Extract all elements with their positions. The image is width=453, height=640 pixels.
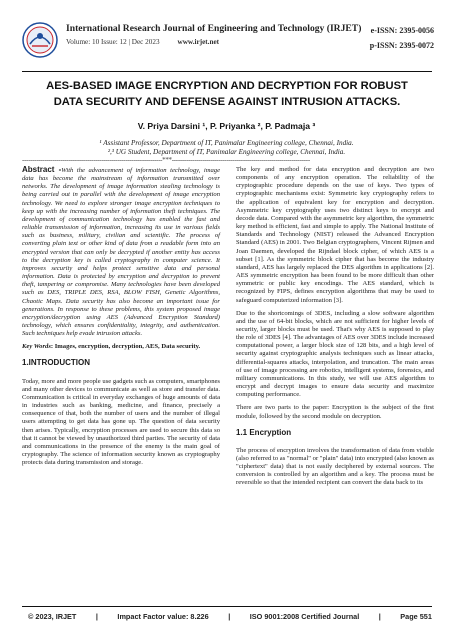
keywords-label: Key Words [22, 343, 51, 351]
affiliation-2: ²,³ UG Student, Department of IT, Panimalar Engineering college, Chennai, India. [107, 148, 346, 156]
journal-title: International Research Journal of Engineering and Technology (IRJET) [66, 23, 362, 34]
eissn: e-ISSN: 2395-0056 [370, 26, 434, 35]
affiliation-1: ¹ Assistant Professor, Department of IT, Panimalar Engineering college, Chennai, India. [99, 139, 354, 147]
keywords [22, 343, 220, 351]
paragraph-keys: The key and method for data encryption and decryption are two components of any encryption operation. The reliability of the cryptographic procedure depends on the use of keys. Two types of cryptographic mechanisms exist: Symmetric key cryptography refers to the application of equivalent key for encryption and decryption. Asymmetric key cryptography uses two distinct keys to encrypt and decode data. Compared with the asymmetric key algorithm, the symmetric key method is efficient, fast and simple to apply. The National Institute of Standards and Technology (NIST) released the Advanced Encryption Standard (AES) in 2001. Two Belgian cryptographers, Vincent Rijmen and Joan Daemen, developed the Rijndael block cipher, of which AES is a subset [1]. As the symmetric block cipher that has become the industry standard, AES has largely replaced the DES algorithm in applications [2]. AES symmetric encryption has been found to be more difficult than other symmetric or public key encodings. The AES standard, which is recognized by FIPS, defines encryption algorithms that may be used to safeguard computerized information [3]. [236, 166, 434, 304]
intro-paragraph: Today, more and more people use gadgets such as computers, smartphones and many other devices to communicate as well as store and transfer data. Communication is critical in everyday exchanges of huge amounts of data in industries such as banking, medicine, and finance, precisely a consequence of that, both the number of users and the number of illegal users attempting to get data has gone up. The question of data security then arises. Typically, encryption processes are used to secure this data so that it cannot be viewed by unauthorized third parties. The security of data and communications in the presence of the enemy is the main goal of cryptography. The science of information security known as cryptography protects data during transmission and storage. [22, 377, 220, 467]
footer-iso: ISO 9001:2008 Certified Journal [249, 612, 360, 621]
right-column [236, 166, 434, 493]
abstract [22, 166, 220, 338]
footer-sep-2: | [228, 612, 231, 621]
keywords-text: : Images, encryption, decryption, AES, Data security. [50, 343, 201, 351]
page-footer [28, 612, 432, 621]
intro-heading: 1.INTRODUCTION [22, 358, 90, 368]
footer-rule [22, 606, 432, 607]
left-column [22, 166, 220, 472]
paragraph-modules: There are two parts to the paper: Encryption is the subject of the first module, followed by the second module on decryption. [236, 404, 434, 420]
footer-impact: Impact Factor value: 8.226 [117, 612, 209, 621]
footer-sep-1: | [95, 612, 98, 621]
volume-issue: Volume: 10 Issue: 12 | Dec 2023 [66, 38, 160, 46]
issn-block [370, 23, 434, 53]
article-authors: V. Priya Darsini ¹, P. Priyanka ², P. Padmaja ³ [137, 121, 316, 131]
footer-copyright: © 2023, IRJET [28, 612, 77, 621]
abstract-text: With the advancement of information technology, image data has become the mainstream of information transmitted over networks. The development of image information stealing technology is being carried out in parallel with the development of image encryption technology. We need to explore stronger image encryption techniques to keep up with the increasing number of information theft techniques. The development of communication technology has enabled the fast and reliable transmission of information, increasing its use in various fields such as business, military, civilian and scientific. The process of converting plain text or other kind of data from a readable form into an encrypted version that can only be decrypted if another entity has access to the decryption key is called cryptography in computer science. It improves security and helps protect sensitive data and personal information. Data is protected by encryption and decryption to prevent theft, tampering or compromise. Many technologies have been developed such as DES, TRIPLE DES, RSA, BLOW FISH, Genetic Algorithms, Chaotic Maps. Data security has also become an important issue for generations. In response to these problems, this system proposed image encryption/decryption using AES (Advanced Encryption Standard) technology, which ensures confidentiality, integrity, and authentication. Such techniques help evade intrusion attacks. [22, 167, 220, 338]
journal-header [22, 22, 434, 72]
header-rule [22, 71, 432, 72]
footer-sep-3: | [378, 612, 381, 621]
pissn: p-ISSN: 2395-0072 [369, 41, 434, 50]
section-separator: ---------------------------------------------------------------------***-------------------------------------------------------------------- [22, 156, 310, 164]
encryption-heading: 1.1 Encryption [236, 427, 292, 437]
footer-page: Page 551 [400, 612, 432, 621]
article-title: AES-BASED IMAGE ENCRYPTION AND DECRYPTION FOR ROBUST DATA SECURITY AND DEFENSE AGAINST INTRUSION ATTACKS. [46, 80, 408, 108]
abstract-label: Abstract - [22, 165, 62, 174]
paragraph-encryption: The process of encryption involves the transformation of data from visible (also referred to as "normal" or "plain" data) into encrypted (also known as "ciphertext" data) that is not easily deciphered by external sources. The conversion is controlled by an algorithm and a key. The process must be reversible so that the intended recipient can convert the data back to its [236, 446, 434, 487]
irjet-logo [22, 22, 58, 58]
journal-meta [66, 38, 219, 46]
paragraph-3des: Due to the shortcomings of 3DES, including a slow software algorithm and the use of 64-bit blocks, which are not sufficient for higher levels of security, larger blocks must be used. That's why AES is supposed to play the role of 3DES [4]. The advantages of AES over 3DES include increased computational power, a larger block size of 128 bits, and a high level of security against cryptographic analysis techniques such as linear attacks, differential-squares attacks, interpolation, and truncation. The main areas of use of image processing are robotics, intelligent systems, forensics, and military communications. In this study, we will use AES algorithm to encrypt and decrypt images to ensure data security and maximize computing performance. [236, 309, 434, 399]
journal-website[interactable]: www.irjet.net [177, 38, 220, 46]
